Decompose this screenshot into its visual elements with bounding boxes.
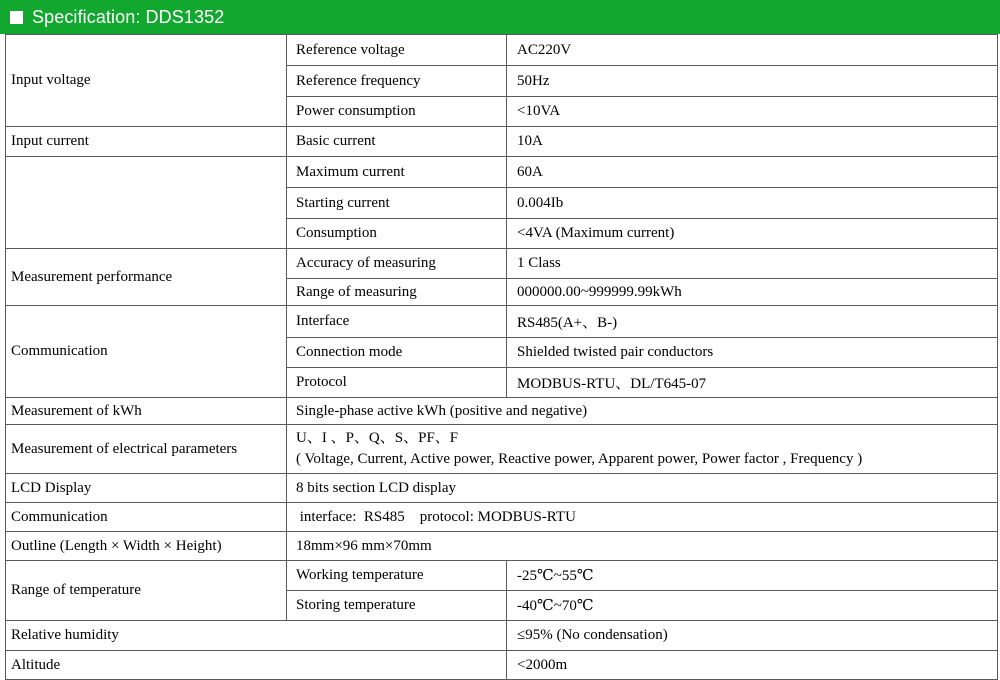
value-starting-current: 0.004Ib bbox=[507, 188, 998, 219]
row-label-humidity: Relative humidity bbox=[6, 621, 507, 651]
param-storing-temperature: Storing temperature bbox=[287, 591, 507, 621]
spec-title: Specification: DDS1352 bbox=[32, 6, 225, 27]
value-working-temperature: -25℃~55℃ bbox=[507, 561, 998, 591]
row-label-measurement-electrical: Measurement of electrical parameters bbox=[6, 425, 287, 474]
value-power-consumption: <10VA bbox=[507, 97, 998, 127]
value-consumption: <4VA (Maximum current) bbox=[507, 219, 998, 249]
spec-table bbox=[5, 34, 998, 680]
value-protocol: MODBUS-RTU、DL/T645-07 bbox=[507, 368, 998, 398]
table-row bbox=[6, 474, 998, 503]
row-label-input-current-empty bbox=[6, 157, 287, 249]
value-measurement-kwh: Single-phase active kWh (positive and negative) bbox=[287, 398, 998, 425]
row-label-temperature: Range of temperature bbox=[6, 561, 287, 621]
param-accuracy: Accuracy of measuring bbox=[287, 249, 507, 279]
electrical-descriptions: ( Voltage, Current, Active power, Reactive power, Apparent power, Power factor , Frequency ) bbox=[296, 451, 863, 467]
row-label-outline: Outline (Length × Width × Height) bbox=[6, 532, 287, 561]
row-label-input-voltage: Input voltage bbox=[6, 35, 287, 127]
param-consumption: Consumption bbox=[287, 219, 507, 249]
param-reference-frequency: Reference frequency bbox=[287, 66, 507, 97]
param-starting-current: Starting current bbox=[287, 188, 507, 219]
value-storing-temperature: -40℃~70℃ bbox=[507, 591, 998, 621]
table-row bbox=[6, 157, 998, 188]
table-row bbox=[6, 561, 998, 591]
row-label-communication-summary: Communication bbox=[6, 503, 287, 532]
table-row bbox=[6, 503, 998, 532]
value-reference-frequency: 50Hz bbox=[507, 66, 998, 97]
row-label-input-current: Input current bbox=[6, 127, 287, 157]
row-label-communication: Communication bbox=[6, 306, 287, 398]
value-measurement-electrical bbox=[287, 425, 998, 474]
value-humidity: ≤95% (No condensation) bbox=[507, 621, 998, 651]
table-row bbox=[6, 651, 998, 680]
electrical-symbols: U、I 、P、Q、S、PF、F bbox=[296, 430, 459, 446]
value-maximum-current: 60A bbox=[507, 157, 998, 188]
table-row bbox=[6, 35, 998, 66]
table-row bbox=[6, 425, 998, 474]
table-row bbox=[6, 306, 998, 338]
param-protocol: Protocol bbox=[287, 368, 507, 398]
row-label-measurement-kwh: Measurement of kWh bbox=[6, 398, 287, 425]
table-row bbox=[6, 532, 998, 561]
value-altitude: <2000m bbox=[507, 651, 998, 680]
table-row bbox=[6, 621, 998, 651]
value-lcd-display: 8 bits section LCD display bbox=[287, 474, 998, 503]
value-connection-mode: Shielded twisted pair conductors bbox=[507, 338, 998, 368]
value-reference-voltage: AC220V bbox=[507, 35, 998, 66]
param-interface: Interface bbox=[287, 306, 507, 338]
value-interface: RS485(A+、B-) bbox=[507, 306, 998, 338]
param-working-temperature: Working temperature bbox=[287, 561, 507, 591]
value-communication-summary: interface: RS485 protocol: MODBUS-RTU bbox=[287, 503, 998, 532]
row-label-lcd-display: LCD Display bbox=[6, 474, 287, 503]
row-label-measurement-performance: Measurement performance bbox=[6, 249, 287, 306]
param-reference-voltage: Reference voltage bbox=[287, 35, 507, 66]
value-outline: 18mm×96 mm×70mm bbox=[287, 532, 998, 561]
square-icon bbox=[10, 11, 23, 24]
param-range: Range of measuring bbox=[287, 279, 507, 306]
value-basic-current: 10A bbox=[507, 127, 998, 157]
param-maximum-current: Maximum current bbox=[287, 157, 507, 188]
param-connection-mode: Connection mode bbox=[287, 338, 507, 368]
value-accuracy: 1 Class bbox=[507, 249, 998, 279]
table-row bbox=[6, 398, 998, 425]
spec-header-bar bbox=[0, 0, 1000, 34]
table-row bbox=[6, 127, 998, 157]
table-row bbox=[6, 249, 998, 279]
param-power-consumption: Power consumption bbox=[287, 97, 507, 127]
param-basic-current: Basic current bbox=[287, 127, 507, 157]
value-range: 000000.00~999999.99kWh bbox=[507, 279, 998, 306]
row-label-altitude: Altitude bbox=[6, 651, 507, 680]
